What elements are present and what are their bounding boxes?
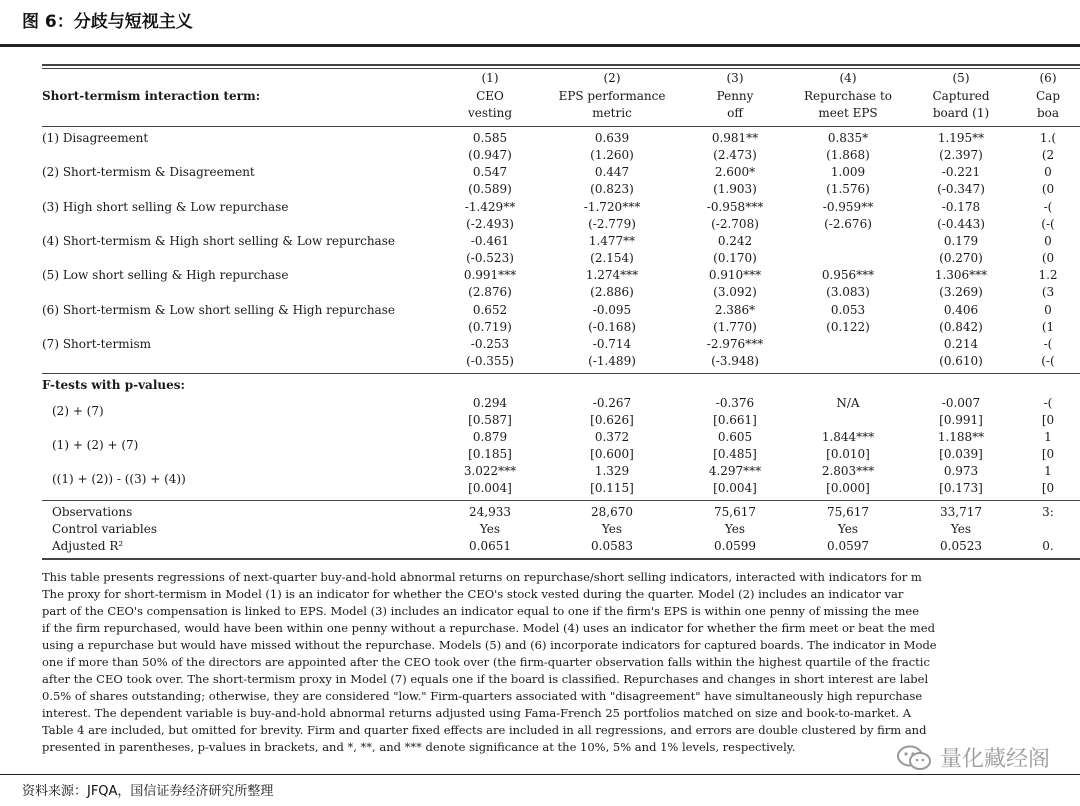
coefficient: -0.221 bbox=[941, 165, 981, 180]
table-rule bbox=[42, 500, 1080, 501]
standard-error: (-1.489) bbox=[588, 353, 636, 368]
coefficient: 1.195** bbox=[937, 131, 985, 145]
stat-value: 24,933 bbox=[469, 505, 511, 519]
coefficient: 1.( bbox=[1039, 131, 1057, 145]
standard-error: (1 bbox=[1041, 319, 1055, 334]
watermark bbox=[896, 742, 1050, 773]
column-header: off bbox=[727, 106, 743, 120]
column-header: Penny bbox=[716, 89, 754, 103]
coefficient: 0.652 bbox=[472, 302, 508, 317]
standard-error: (0.947) bbox=[468, 148, 512, 162]
note-line: The proxy for short-termism in Model (1) is an indicator for whether the CEO's stock vested during the quarter. Model (2) includes an indicator var bbox=[42, 587, 904, 601]
ftest-pvalue: [0.010] bbox=[826, 447, 870, 461]
standard-error: (2.154) bbox=[590, 250, 634, 265]
standard-error: (-0.443) bbox=[937, 216, 985, 231]
coefficient: -0.461 bbox=[470, 233, 510, 248]
stat-label: Adjusted R² bbox=[52, 539, 124, 553]
column-header: meet EPS bbox=[818, 106, 878, 120]
standard-error: (3.083) bbox=[826, 285, 870, 300]
ftest-header: F-tests with p-values: bbox=[42, 378, 185, 392]
stat-value: 0.0583 bbox=[591, 539, 633, 553]
coefficient: 0.835* bbox=[827, 131, 869, 145]
stat-value: Yes bbox=[601, 522, 623, 536]
coefficient: 0.179 bbox=[943, 233, 979, 248]
figure-title: 图 6：分歧与短视主义 bbox=[22, 12, 193, 32]
ftest-value: -0.007 bbox=[941, 396, 981, 410]
standard-error: (0 bbox=[1041, 182, 1055, 197]
stat-value: 0.0651 bbox=[469, 539, 511, 553]
coefficient: -0.958*** bbox=[706, 199, 764, 214]
column-number: (6) bbox=[1039, 71, 1057, 85]
column-header: CEO bbox=[476, 89, 504, 103]
column-number: (5) bbox=[952, 71, 970, 85]
table-rule bbox=[42, 126, 1080, 127]
coefficient: 0 bbox=[1044, 233, 1052, 248]
standard-error: (-2.676) bbox=[824, 216, 872, 231]
standard-error: (-2.708) bbox=[711, 216, 759, 231]
coefficient: -0.959** bbox=[822, 199, 874, 214]
column-header: vesting bbox=[467, 106, 513, 120]
coefficient: 1.2 bbox=[1038, 268, 1058, 283]
standard-error: (-3.948) bbox=[711, 353, 759, 368]
note-line: one if more than 50% of the directors are appointed after the CEO took over (the firm-quarter observation falls within the highest quartile of the fractic bbox=[42, 655, 930, 669]
stat-value: 75,617 bbox=[827, 505, 869, 519]
standard-error: (1.770) bbox=[713, 319, 757, 334]
column-number: (1) bbox=[481, 71, 499, 85]
ftest-pvalue: [0.173] bbox=[939, 481, 983, 495]
stat-value: 0.0599 bbox=[714, 539, 756, 553]
standard-error: (2 bbox=[1041, 148, 1055, 162]
ftest-pvalue: [0.600] bbox=[590, 447, 634, 461]
note-line: after the CEO took over. The short-termism proxy in Model (7) equals one if the board is classified. Repurchases and changes in short interest are label bbox=[42, 672, 929, 686]
coefficient: -0.253 bbox=[470, 336, 510, 351]
ftest-pvalue: [0.039] bbox=[939, 447, 983, 461]
column-header: board (1) bbox=[932, 106, 990, 120]
stat-value: 28,670 bbox=[591, 505, 633, 519]
column-header: boa bbox=[1036, 106, 1060, 120]
source-note: 资料来源：JFQA，国信证券经济研究所整理 bbox=[22, 784, 274, 799]
standard-error: (0.270) bbox=[939, 250, 983, 265]
standard-error: (0.610) bbox=[939, 353, 983, 368]
column-number: (4) bbox=[839, 71, 857, 85]
coefficient: 2.600* bbox=[714, 165, 756, 180]
coefficient: -1.720*** bbox=[583, 199, 641, 214]
coefficient: 1.477** bbox=[588, 233, 636, 248]
ftest-pvalue: [0.185] bbox=[468, 447, 512, 461]
standard-error: (3.092) bbox=[713, 285, 757, 300]
stat-value: 3: bbox=[1042, 505, 1054, 519]
ftest-label: (2) + (7) bbox=[52, 404, 104, 418]
stat-value: 0. bbox=[1042, 539, 1054, 553]
coefficient: 0.447 bbox=[594, 165, 630, 180]
standard-error: (1.260) bbox=[590, 148, 634, 162]
ftest-pvalue: [0 bbox=[1041, 481, 1055, 495]
coefficient: 0.406 bbox=[943, 302, 979, 317]
title-rule bbox=[0, 44, 1080, 47]
coefficient: -( bbox=[1043, 199, 1053, 214]
standard-error: (-2.493) bbox=[466, 216, 514, 231]
standard-error: (2.886) bbox=[590, 285, 634, 300]
coefficient: 0 bbox=[1044, 302, 1052, 317]
standard-error: (3.269) bbox=[939, 285, 983, 300]
standard-error: (0.170) bbox=[713, 250, 757, 265]
ftest-value: 0.973 bbox=[943, 464, 979, 478]
standard-error: (1.903) bbox=[713, 182, 757, 197]
stat-label: Observations bbox=[52, 505, 133, 519]
ftest-value: 1 bbox=[1044, 464, 1052, 478]
ftest-label: ((1) + (2)) - ((3) + (4)) bbox=[52, 472, 186, 486]
stat-label: Control variables bbox=[52, 522, 158, 536]
watermark-text: 量化藏经阁 bbox=[939, 747, 1050, 772]
coefficient: 1.009 bbox=[830, 165, 866, 180]
stat-value: Yes bbox=[724, 522, 746, 536]
coefficient: 0.053 bbox=[830, 302, 866, 317]
note-line: Table 4 are included, but omitted for brevity. Firm and quarter fixed effects are included in all regressions, and errors are double clustered by firm and bbox=[42, 723, 927, 737]
stat-value: 33,717 bbox=[940, 505, 982, 519]
stat-value: 0.0523 bbox=[940, 539, 982, 553]
stat-value: 0.0597 bbox=[827, 539, 869, 553]
coefficient: 0.910*** bbox=[708, 268, 762, 283]
table-rule bbox=[42, 373, 1080, 374]
table-rule bbox=[42, 64, 1080, 66]
standard-error: (2.397) bbox=[939, 148, 983, 162]
ftest-value: -0.267 bbox=[592, 396, 632, 410]
standard-error: (0.589) bbox=[468, 182, 512, 197]
ftest-value: 1.329 bbox=[594, 464, 630, 478]
standard-error: (-0.347) bbox=[937, 182, 985, 197]
coefficient: 0.547 bbox=[472, 165, 508, 180]
note-line: interest. The dependent variable is buy-and-hold abnormal returns adjusted using Fama-French 25 portfolios matched on size and book-to-market. A bbox=[42, 706, 912, 720]
ftest-pvalue: [0.004] bbox=[468, 481, 512, 495]
coefficient: 0.981** bbox=[711, 131, 759, 145]
coefficient: -( bbox=[1043, 336, 1053, 351]
ftest-pvalue: [0.485] bbox=[713, 447, 757, 461]
standard-error: (0.842) bbox=[939, 319, 983, 334]
ftest-pvalue: [0.587] bbox=[468, 413, 512, 427]
ftest-pvalue: [0.991] bbox=[939, 413, 983, 427]
coefficient: 0.991*** bbox=[463, 268, 517, 283]
stat-value: 75,617 bbox=[714, 505, 756, 519]
ftest-value: 0.605 bbox=[717, 430, 753, 444]
standard-error: (3 bbox=[1041, 285, 1055, 300]
stat-value: Yes bbox=[479, 522, 501, 536]
interaction-term-header: Short-termism interaction term: bbox=[42, 89, 261, 103]
row-label: (1) Disagreement bbox=[42, 131, 149, 145]
column-header: Captured bbox=[932, 89, 990, 103]
standard-error: (0.122) bbox=[826, 319, 870, 334]
ftest-pvalue: [0 bbox=[1041, 447, 1055, 461]
row-label: (6) Short-termism & Low short selling & High repurchase bbox=[42, 302, 395, 317]
coefficient: 2.386* bbox=[714, 302, 756, 317]
standard-error: (1.868) bbox=[826, 148, 870, 162]
stat-value: Yes bbox=[837, 522, 859, 536]
row-label: (3) High short selling & Low repurchase bbox=[42, 199, 289, 214]
ftest-pvalue: [0 bbox=[1041, 413, 1055, 427]
ftest-label: (1) + (2) + (7) bbox=[52, 438, 139, 452]
row-label: (7) Short-termism bbox=[42, 336, 152, 351]
coefficient: 0.214 bbox=[943, 336, 979, 351]
column-header: metric bbox=[592, 106, 632, 120]
table-rule bbox=[42, 558, 1080, 560]
note-line: part of the CEO's compensation is linked to EPS. Model (3) includes an indicator equal to one if the firm's EPS is within one penny of missing the mee bbox=[42, 604, 920, 618]
coefficient: 0.639 bbox=[594, 131, 630, 145]
note-line: 0.5% of shares outstanding; otherwise, they are considered "low." Firm-quarters associated with "disagreement" have simultaneously high repurchase bbox=[42, 689, 923, 703]
column-header: Cap bbox=[1035, 89, 1061, 103]
coefficient: -0.714 bbox=[592, 336, 632, 351]
standard-error: (2.876) bbox=[468, 285, 512, 300]
table-rule bbox=[42, 68, 1080, 69]
coefficient: 0.585 bbox=[472, 131, 508, 145]
ftest-value: 0.294 bbox=[472, 396, 508, 410]
ftest-value: 1.844*** bbox=[821, 430, 875, 444]
wechat-icon bbox=[896, 745, 932, 771]
ftest-value: 0.879 bbox=[472, 430, 508, 444]
ftest-pvalue: [0.115] bbox=[590, 481, 634, 495]
column-number: (3) bbox=[726, 71, 744, 85]
standard-error: (-( bbox=[1041, 353, 1055, 368]
standard-error: (-0.523) bbox=[466, 250, 514, 265]
standard-error: (0.823) bbox=[590, 182, 634, 197]
note-line: This table presents regressions of next-quarter buy-and-hold abnormal returns on repurchase/short selling indicators, interacted with indicators for m bbox=[42, 570, 922, 584]
coefficient: 0.956*** bbox=[821, 268, 875, 283]
standard-error: (-0.168) bbox=[588, 319, 636, 334]
standard-error: (2.473) bbox=[713, 148, 757, 162]
coefficient: 1.306*** bbox=[934, 268, 988, 283]
coefficient: 0 bbox=[1044, 165, 1052, 180]
standard-error: (1.576) bbox=[826, 182, 870, 197]
column-header: EPS performance bbox=[558, 89, 666, 103]
note-line: if the firm repurchased, would have been within one penny without a repurchase. Model (4) uses an indicator for whether the firm meet or beat the med bbox=[42, 621, 935, 635]
column-number: (2) bbox=[603, 71, 621, 85]
footer-rule bbox=[0, 774, 1080, 775]
row-label: (4) Short-termism & High short selling & Low repurchase bbox=[42, 233, 395, 248]
ftest-value: 1.188** bbox=[937, 430, 985, 444]
ftest-pvalue: [0.000] bbox=[826, 481, 870, 495]
ftest-value: N/A bbox=[836, 396, 860, 410]
column-header: Repurchase to bbox=[803, 89, 892, 103]
ftest-pvalue: [0.004] bbox=[713, 481, 757, 495]
coefficient: 0.242 bbox=[717, 233, 753, 248]
ftest-pvalue: [0.661] bbox=[713, 413, 757, 427]
coefficient: -0.178 bbox=[941, 199, 981, 214]
note-line: using a repurchase but would have missed without the repurchase. Models (5) and (6) incorporate indicators for captured boards. The indicator in Mode bbox=[42, 638, 937, 652]
standard-error: (0 bbox=[1041, 250, 1055, 265]
ftest-pvalue: [0.626] bbox=[590, 413, 634, 427]
note-line: presented in parentheses, p-values in brackets, and *, **, and *** denote significance at the 10%, 5% and 1% levels, respectively. bbox=[42, 740, 796, 754]
ftest-value: 2.803*** bbox=[821, 464, 875, 478]
standard-error: (-2.779) bbox=[588, 216, 636, 231]
standard-error: (-( bbox=[1041, 216, 1055, 231]
ftest-value: -0.376 bbox=[715, 396, 755, 410]
ftest-value: -( bbox=[1043, 396, 1053, 410]
coefficient: 1.274*** bbox=[585, 268, 639, 283]
coefficient: -2.976*** bbox=[706, 336, 764, 351]
coefficient: -0.095 bbox=[592, 302, 632, 317]
standard-error: (0.719) bbox=[468, 319, 512, 334]
row-label: (5) Low short selling & High repurchase bbox=[42, 268, 289, 283]
ftest-value: 4.297*** bbox=[708, 464, 762, 478]
row-label: (2) Short-termism & Disagreement bbox=[42, 165, 255, 180]
ftest-value: 0.372 bbox=[594, 430, 630, 444]
ftest-value: 3.022*** bbox=[463, 464, 517, 478]
standard-error: (-0.355) bbox=[466, 353, 514, 368]
table-note bbox=[42, 569, 1080, 756]
ftest-value: 1 bbox=[1044, 430, 1052, 444]
stat-value: Yes bbox=[950, 522, 972, 536]
coefficient: -1.429** bbox=[464, 199, 516, 214]
